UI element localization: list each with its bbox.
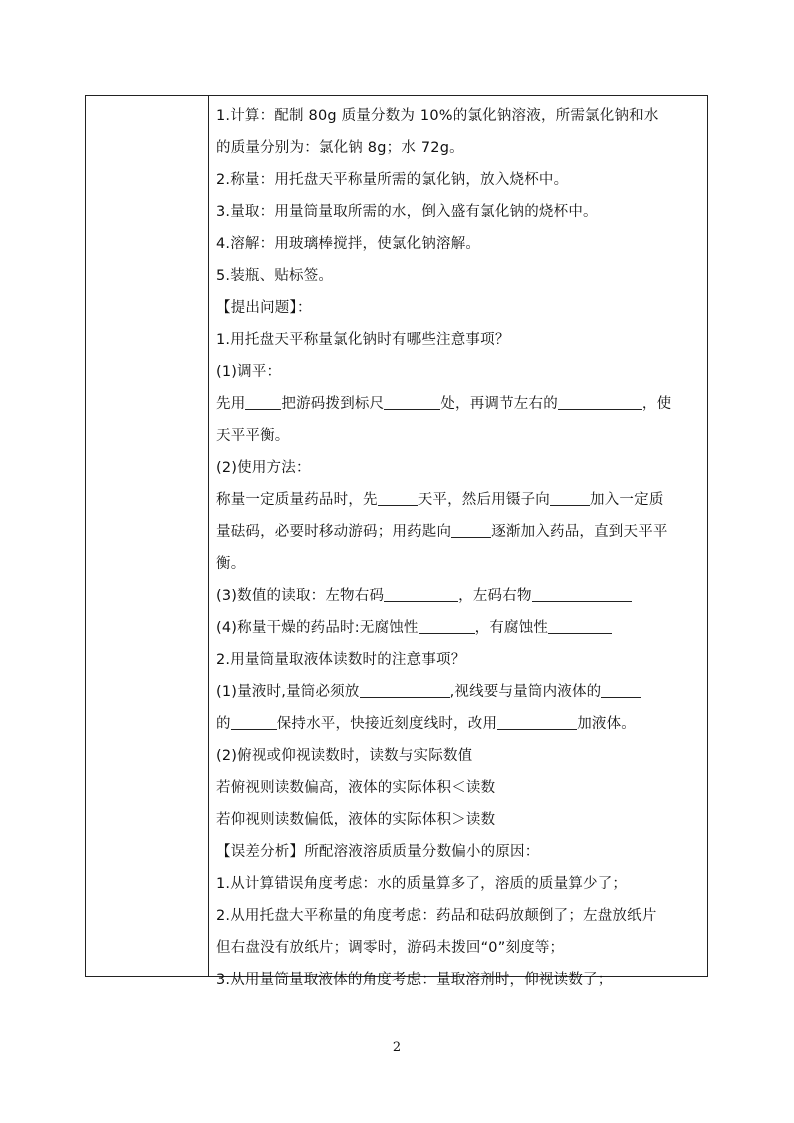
section-heading: 【提出问题】： [216,300,312,316]
text-segment: 逐渐加入药品，直到天平平 [491,524,668,540]
answer-blank[interactable] [451,536,491,538]
answer-blank[interactable] [532,600,632,602]
answer-blank[interactable] [419,632,475,634]
question-heading: 1.用托盘天平称量氯化钠时有哪些注意事项？ [216,332,510,348]
text-line: 天平平衡。 [216,428,290,444]
text-segment: 先用 [216,396,246,412]
text-segment: 保持水平，快接近刻度线时，改用 [276,716,498,732]
table-content-cell [216,100,702,996]
text-segment: (4)称量干燥的药品时:无腐蚀性 [216,620,419,636]
text-segment: ，使 [641,396,672,412]
fill-line [216,708,702,740]
text-line: 1.计算：配制 80g 质量分数为 10%的氯化钠溶液，所需氯化钠和水 [216,108,659,124]
text-segment: ,视线要与量筒内液体的 [449,684,602,700]
answer-blank[interactable] [558,408,642,410]
text-line: 5.装瓶、贴标签。 [216,268,334,284]
text-segment: 加入一定质 [590,492,664,508]
text-line: (2)俯视或仰视读数时，读数与实际数值 [216,748,473,764]
page-number: 2 [392,1040,402,1055]
text-segment: 量砝码，必要时移动游码；用药匙向 [216,524,452,540]
text-segment: 称量一定质量药品时，先 [216,492,378,508]
answer-blank[interactable] [231,728,277,730]
text-line: 1.从计算错误角度考虑：水的质量算多了，溶质的质量算少了； [216,876,628,892]
text-line: 4.溶解：用玻璃棒搅拌，使氯化钠溶解。 [216,236,481,252]
text-line: (1)调平： [216,364,282,380]
answer-blank[interactable] [384,600,458,602]
answer-blank[interactable] [601,696,641,698]
text-segment: 把游码拨到标尺 [281,396,385,412]
answer-blank[interactable] [497,728,577,730]
text-segment: ，左码右物 [458,588,532,604]
text-segment: (1)量液时,量筒必须放 [216,684,360,700]
fill-line [216,612,702,644]
text-segment: 的 [216,716,231,732]
text-line: 3.从用量筒量取液体的角度考虑：量取溶剂时，仰视读数了； [216,972,613,988]
fill-line [216,388,702,420]
text-segment: ，有腐蚀性 [474,620,549,636]
section-heading: 【误差分析】所配溶液溶质质量分数偏小的原因： [216,844,540,860]
text-segment: 天平，然后用镊子向 [417,492,551,508]
text-segment: 处，再调节左右的 [440,396,558,412]
text-segment: (3)数值的读取：左物右码 [216,588,385,604]
answer-blank[interactable] [384,408,440,410]
column-divider [208,96,209,976]
question-heading: 2.用量筒量取液体读数时的注意事项？ [216,652,466,668]
fill-line [216,676,702,708]
fill-line [216,580,702,612]
text-line: 衡。 [216,556,246,572]
answer-blank[interactable] [550,504,590,506]
text-line: 的质量分别为：氯化钠 8g；水 72g。 [216,140,464,156]
text-segment: 加液体。 [577,716,637,732]
answer-blank[interactable] [245,408,281,410]
text-line: 若仰视则读数偏低，液体的实际体积＞读数 [216,812,496,828]
table-frame [85,95,708,988]
fill-line [216,516,702,548]
fill-line [216,484,702,516]
answer-blank[interactable] [548,632,612,634]
text-line: 但右盘没有放纸片；调零时，游码未拨回“0”刻度等； [216,940,565,956]
text-line: 2.从用托盘大平称量的角度考虑：药品和砝码放颠倒了；左盘放纸片 [216,908,657,924]
text-line: 3.量取：用量筒量取所需的水，倒入盛有氯化钠的烧杯中。 [216,204,598,220]
text-line: (2)使用方法： [216,460,311,476]
text-line: 若俯视则读数偏高，液体的实际体积＜读数 [216,780,496,796]
answer-blank[interactable] [378,504,418,506]
text-line: 2.称量：用托盘天平称量所需的氯化钠，放入烧杯中。 [216,172,569,188]
answer-blank[interactable] [360,696,450,698]
